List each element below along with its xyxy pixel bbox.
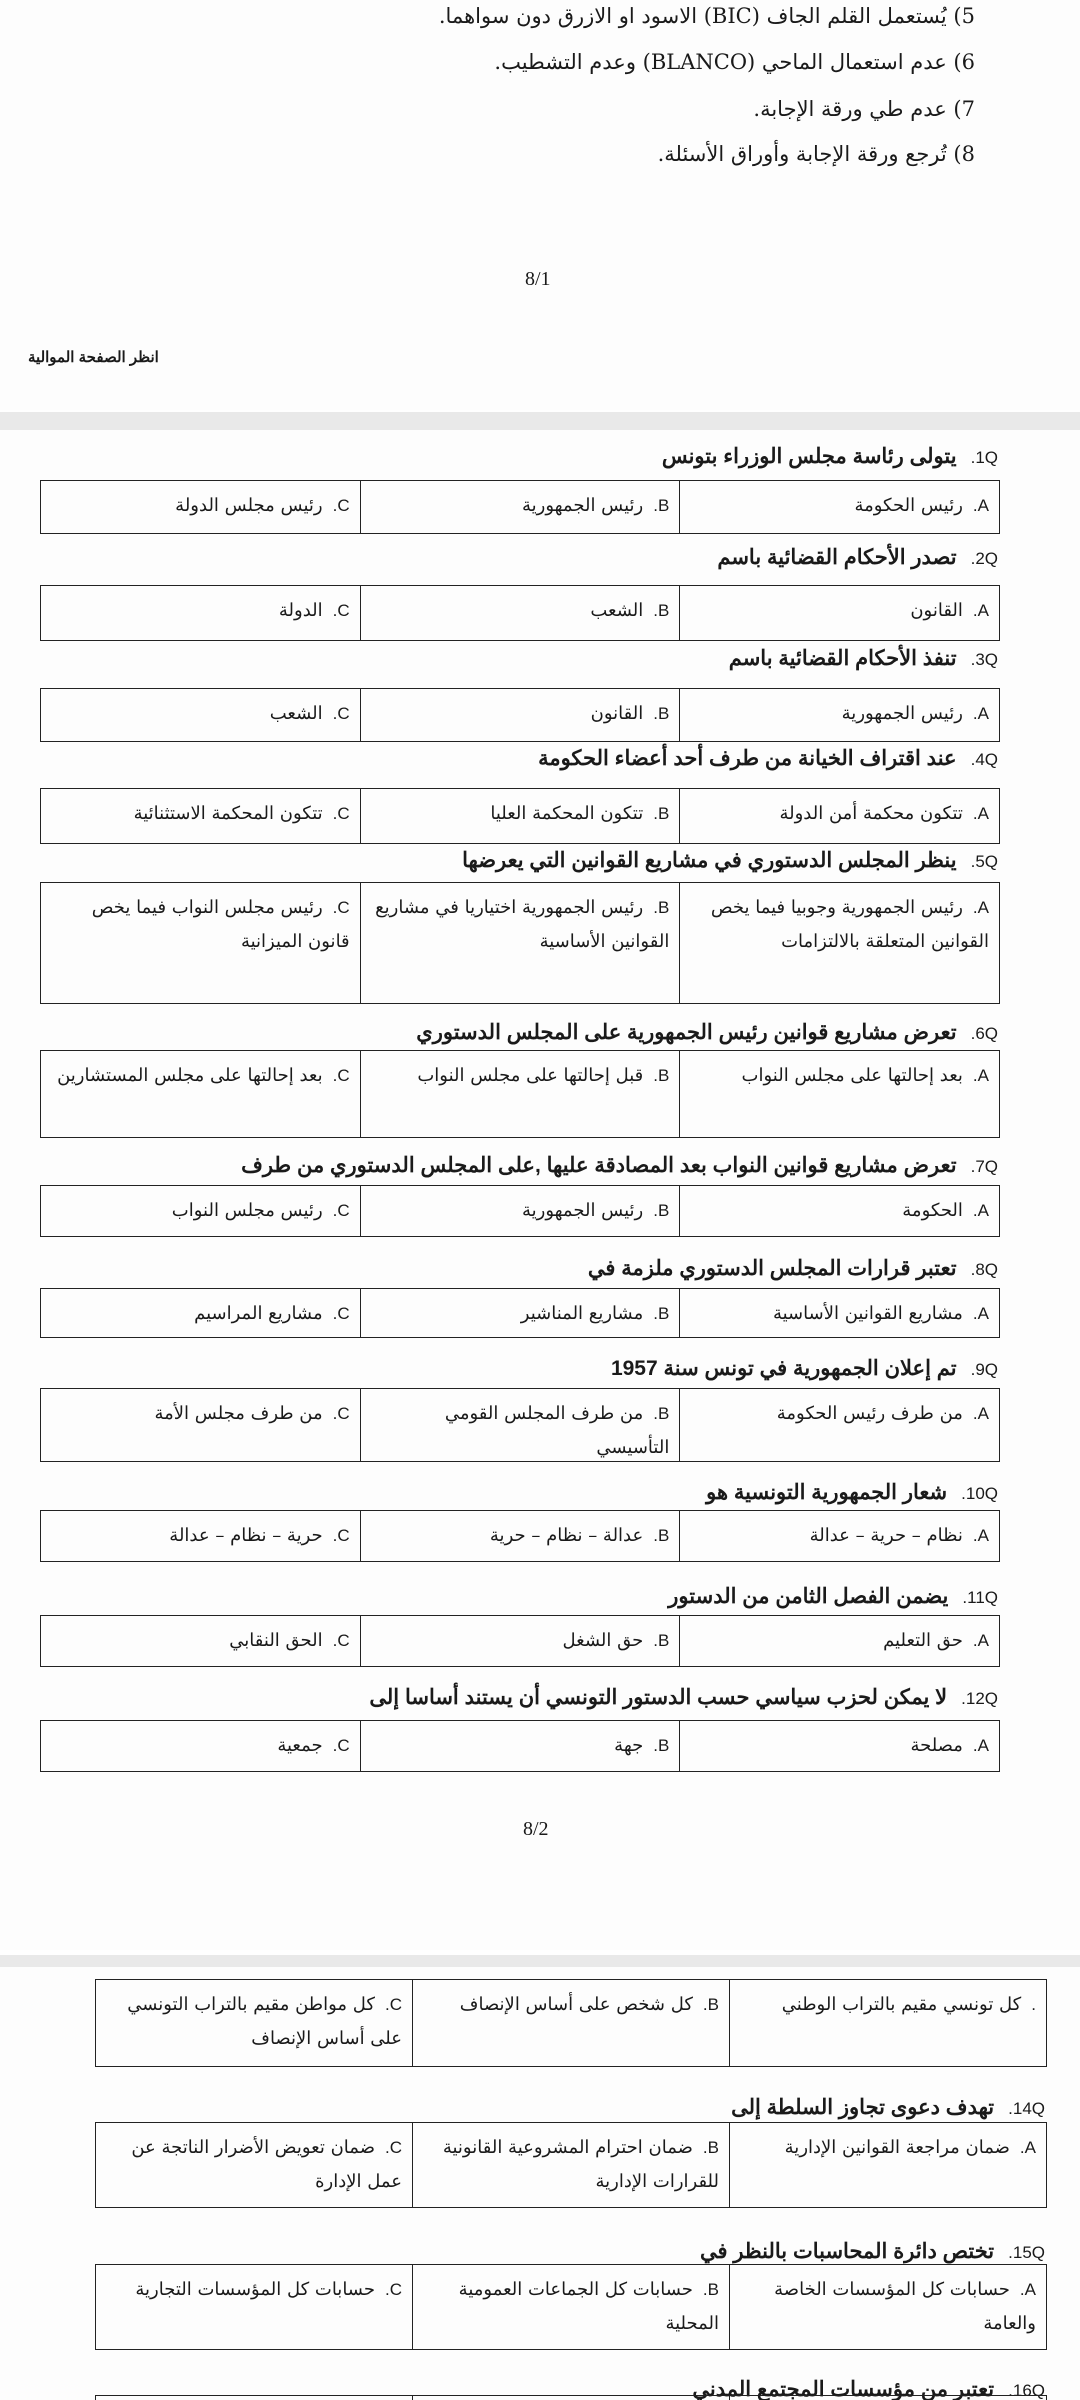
answer-options — [40, 688, 1000, 742]
question-text: ينظر المجلس الدستوري في مشاريع القوانين التي يعرضها — [462, 849, 957, 872]
option-label: B. — [653, 601, 670, 620]
option-text: تتكون المحكمة الاستثنائية — [133, 803, 323, 824]
page-separator — [0, 412, 1080, 430]
option-text: مصلحة — [910, 1735, 963, 1756]
answer-option-a[interactable] — [729, 1980, 1046, 2066]
option-label: A. — [972, 1201, 989, 1220]
option-label: A. — [972, 898, 989, 917]
option-text: القانون — [910, 600, 963, 621]
option-label: B. — [653, 1526, 670, 1545]
question-number: 2Q. — [970, 549, 998, 568]
question-number: 14Q. — [1008, 2099, 1045, 2118]
option-text: كل تونسي مقيم بالتراب الوطني — [781, 1994, 1022, 2015]
option-text: عدالة – نظام – حرية — [489, 1525, 644, 1546]
answer-option-b[interactable] — [360, 1721, 680, 1771]
option-text: الشعب — [590, 600, 644, 621]
option-text: مشاريع القوانين الأساسية — [772, 1303, 963, 1324]
option-label: C. — [332, 1304, 350, 1323]
question-number: 6Q. — [970, 1024, 998, 1043]
option-text: رئيس الجمهورية — [521, 1200, 644, 1221]
answer-options — [95, 2395, 1047, 2400]
answer-option-b[interactable] — [360, 1051, 680, 1137]
option-text: جهة — [614, 1735, 644, 1756]
option-label: B. — [702, 1995, 719, 2014]
option-label: C. — [332, 1066, 350, 1085]
question-text: لا يمكن لحزب سياسي حسب الدستور التونسي أن يستند أساسا إلى — [369, 1686, 948, 1709]
answer-option-c[interactable] — [41, 481, 360, 533]
option-label: C. — [332, 1201, 350, 1220]
answer-option-a[interactable] — [679, 1051, 999, 1137]
answer-option-a[interactable] — [729, 2123, 1046, 2207]
question-heading — [369, 1685, 998, 1710]
option-label: A. — [972, 1736, 989, 1755]
page-3 — [0, 1967, 1080, 2400]
option-label: B. — [653, 1631, 670, 1650]
answer-options — [40, 882, 1000, 1004]
question-number: 8Q. — [970, 1260, 998, 1279]
answer-option-b[interactable] — [360, 883, 680, 1003]
answer-option-a[interactable] — [679, 481, 999, 533]
answer-option-c[interactable] — [41, 1616, 360, 1666]
option-text: رئيس الجمهورية — [521, 495, 644, 516]
page-1 — [0, 0, 1080, 410]
option-text: رئيس الجمهورية اختياريا في مشاريع القوانين الأساسية — [375, 897, 670, 952]
answer-options — [40, 1510, 1000, 1562]
option-label: C. — [332, 496, 350, 515]
question-heading — [729, 646, 998, 671]
answer-option-c[interactable] — [41, 789, 360, 843]
answer-options — [40, 1185, 1000, 1237]
option-text: الحكومة — [902, 1200, 963, 1221]
answer-option-b[interactable] — [360, 481, 680, 533]
question-text: تختص دائرة المحاسبات بالنظر في — [699, 2240, 995, 2263]
option-text: حرية – نظام – عدالة — [169, 1525, 323, 1546]
option-text: رئيس مجلس النواب فيما يخص قانون الميزانية — [91, 897, 350, 952]
option-text: الحق النقابي — [229, 1630, 323, 1651]
option-text: مشاريع المناشير — [520, 1303, 644, 1324]
question-heading — [416, 1020, 998, 1045]
option-label: . — [1031, 1995, 1036, 2014]
answer-option-a[interactable] — [679, 883, 999, 1003]
option-text: حق التعليم — [883, 1630, 963, 1651]
option-label: A. — [972, 1631, 989, 1650]
option-text: قبل إحالتها على مجلس النواب — [417, 1065, 644, 1086]
question-heading — [462, 848, 998, 873]
question-text: تعتبر قرارات المجلس الدستوري ملزمة في — [587, 1257, 957, 1280]
question-number: 4Q. — [970, 750, 998, 769]
answer-option-b[interactable] — [360, 1186, 680, 1236]
question-heading — [611, 1356, 998, 1381]
option-label: A. — [1019, 2138, 1036, 2157]
question-text: يتولى رئاسة مجلس الوزراء بتونس — [661, 445, 957, 468]
answer-option-c[interactable] — [41, 883, 360, 1003]
option-text: حسابات كل المؤسسات الخاصة والعامة — [774, 2279, 1036, 2334]
question-number: 11Q. — [962, 1588, 998, 1607]
option-text: ضمان تعويض الأضرار الناتجة عن عمل الإدارة — [131, 2137, 402, 2192]
option-label: C. — [384, 1995, 402, 2014]
page-2 — [0, 430, 1080, 1950]
option-label: C. — [332, 1404, 350, 1423]
rule-8: 8) تُرجع ورقة الإجابة وأوراق الأسئلة. — [657, 142, 975, 166]
answer-options — [95, 2264, 1047, 2350]
option-label: B. — [653, 804, 670, 823]
question-heading — [706, 1480, 998, 1505]
option-text: من طرف مجلس الأمة — [154, 1403, 323, 1424]
option-label: A. — [972, 1304, 989, 1323]
question-heading — [662, 444, 998, 469]
option-text: بعد إحالتها على مجلس المستشارين — [57, 1065, 323, 1086]
answer-option-a[interactable] — [679, 1389, 999, 1461]
question-text: تم إعلان الجمهورية في تونس سنة 1957 — [610, 1357, 957, 1380]
option-label: A. — [972, 1066, 989, 1085]
question-heading — [538, 746, 998, 771]
option-label: B. — [653, 496, 670, 515]
question-text: تعرض مشاريع قوانين النواب بعد المصادقة عليها ,على المجلس الدستوري من طرف — [241, 1154, 957, 1177]
answer-option-c[interactable] — [41, 1511, 360, 1561]
answer-options — [40, 585, 1000, 641]
option-label: B. — [653, 1066, 670, 1085]
question-number: 3Q. — [970, 650, 998, 669]
option-text: من طرف رئيس الحكومة — [776, 1403, 963, 1424]
option-text: القانون — [590, 703, 644, 724]
question-text: تهدف دعوى تجاوز السلطة إلى — [731, 2096, 995, 2119]
option-text: رئيس الجمهورية وجوبيا فيما يخص القوانين المتعلقة بالالتزامات — [710, 897, 989, 952]
option-label: A. — [972, 496, 989, 515]
answer-option-b[interactable] — [360, 1389, 680, 1461]
option-text: بعد إحالتها على مجلس النواب — [741, 1065, 963, 1086]
answer-option-c[interactable] — [41, 1186, 360, 1236]
question-number: 12Q. — [961, 1689, 998, 1708]
answer-option-b[interactable] — [412, 2265, 729, 2349]
option-text: كل مواطن مقيم بالتراب التونسي على أساس الإنصاف — [127, 1994, 402, 2049]
answer-option-b[interactable] — [412, 2396, 729, 2400]
answer-options — [40, 1720, 1000, 1772]
option-label: C. — [332, 1526, 350, 1545]
page-number: 8/2 — [523, 1818, 549, 1840]
answer-option-b[interactable] — [360, 1289, 680, 1337]
rule-5: 5) يُستعمل القلم الجاف (BIC) الاسود او الازرق دون سواهما. — [438, 4, 975, 28]
option-text: تتكون المحكمة العليا — [490, 803, 644, 824]
option-text: نظام – حرية – عدالة — [809, 1525, 963, 1546]
option-label: C. — [332, 704, 350, 723]
question-heading — [241, 1153, 998, 1178]
answer-option-c[interactable] — [41, 689, 360, 741]
option-label: A. — [972, 704, 989, 723]
question-text: عند اقتراف الخيانة من طرف أحد أعضاء الحكومة — [538, 747, 957, 770]
option-text: كل شخص على أساس الإنصاف — [459, 1994, 693, 2015]
answer-option-a[interactable] — [679, 689, 999, 741]
option-text: جمعية — [277, 1735, 323, 1756]
question-heading — [588, 1256, 998, 1281]
option-text: رئيس مجلس الدولة — [175, 495, 323, 516]
question-text: تعتبر من مؤسسات المجتمع المدني — [692, 2378, 995, 2400]
option-label: B. — [653, 1304, 670, 1323]
question-text: تصدر الأحكام القضائية باسم — [717, 546, 957, 569]
answer-option-a[interactable] — [729, 2265, 1046, 2349]
answer-option-b[interactable] — [360, 789, 680, 843]
answer-options — [95, 2122, 1047, 2208]
question-number: 9Q. — [970, 1360, 998, 1379]
answer-options — [40, 788, 1000, 844]
answer-options — [40, 1388, 1000, 1462]
option-label: C. — [332, 898, 350, 917]
answer-option-c[interactable] — [41, 1051, 360, 1137]
answer-option-c[interactable] — [96, 2265, 412, 2349]
option-text: تتكون محكمة أمن الدولة — [779, 803, 963, 824]
question-number: 1Q. — [970, 448, 998, 467]
answer-option-c[interactable] — [96, 2123, 412, 2207]
option-label: B. — [653, 1404, 670, 1423]
question-number: 10Q. — [961, 1484, 998, 1503]
question-text: شعار الجمهورية التونسية هو — [706, 1481, 948, 1504]
answer-option-a[interactable] — [679, 789, 999, 843]
answer-option-c[interactable] — [96, 2396, 412, 2400]
answer-option-a[interactable] — [679, 1721, 999, 1771]
option-text: حق الشغل — [562, 1630, 644, 1651]
question-number: 5Q. — [970, 852, 998, 871]
question-text: تعرض مشاريع قوانين رئيس الجمهورية على المجلس الدستوري — [416, 1021, 957, 1044]
answer-option-c[interactable] — [41, 1721, 360, 1771]
question-text: يضمن الفصل الثامن من الدستور — [668, 1585, 949, 1608]
option-text: حسابات كل الجماعات العمومية المحلية — [458, 2279, 719, 2334]
page-number: 8/1 — [525, 268, 551, 290]
answer-option-b[interactable] — [360, 586, 680, 640]
answer-option-c[interactable] — [41, 1289, 360, 1337]
question-heading — [717, 545, 998, 570]
option-text: رئيس الجمهورية — [841, 703, 963, 724]
option-label: C. — [332, 804, 350, 823]
question-number: 16Q. — [1008, 2381, 1045, 2400]
answer-option-b[interactable] — [360, 1511, 680, 1561]
option-text: رئيس الحكومة — [854, 495, 963, 516]
answer-option-c[interactable] — [41, 1389, 360, 1461]
page-separator — [0, 1955, 1080, 1967]
answer-options — [40, 1288, 1000, 1338]
option-text: الشعب — [269, 703, 323, 724]
option-text: رئيس مجلس النواب — [171, 1200, 323, 1221]
answer-options — [95, 1979, 1047, 2067]
option-text: ضمان مراجعة القوانين الإدارية — [784, 2137, 1010, 2158]
question-heading — [700, 2239, 1045, 2264]
option-label: A. — [972, 804, 989, 823]
rule-7: 7) عدم طي ورقة الإجابة. — [753, 97, 975, 121]
answer-option-b[interactable] — [360, 1616, 680, 1666]
answer-options — [40, 480, 1000, 534]
option-text: مشاريع المراسيم — [194, 1303, 323, 1324]
answer-option-b[interactable] — [360, 689, 680, 741]
option-label: B. — [653, 898, 670, 917]
answer-option-a[interactable] — [679, 1289, 999, 1337]
option-label: B. — [702, 2280, 719, 2299]
answer-option-a[interactable] — [729, 2396, 1046, 2400]
option-label: B. — [702, 2138, 719, 2157]
rule-6: 6) عدم استعمال الماحي (BLANCO) وعدم التشطيب. — [494, 50, 975, 74]
answer-options — [40, 1615, 1000, 1667]
answer-options — [40, 1050, 1000, 1138]
option-label: B. — [653, 1736, 670, 1755]
answer-option-b[interactable] — [412, 1980, 729, 2066]
option-label: A. — [972, 601, 989, 620]
option-label: C. — [332, 1736, 350, 1755]
answer-option-c[interactable] — [96, 1980, 412, 2066]
option-label: C. — [332, 601, 350, 620]
option-text: من طرف المجلس القومي التأسيسي — [444, 1403, 670, 1458]
option-label: C. — [384, 2138, 402, 2157]
next-page-note: انظر الصفحة الموالية — [28, 349, 159, 366]
question-number: 7Q. — [970, 1157, 998, 1176]
option-label: A. — [972, 1404, 989, 1423]
answer-option-a[interactable] — [679, 1186, 999, 1236]
question-text: تنفذ الأحكام القضائية باسم — [728, 647, 957, 670]
option-text: حسابات كل المؤسسات التجارية — [135, 2279, 375, 2300]
option-label: C. — [384, 2280, 402, 2299]
question-heading — [731, 2095, 1045, 2120]
answer-option-b[interactable] — [412, 2123, 729, 2207]
question-heading — [668, 1584, 998, 1609]
answer-option-a[interactable] — [679, 1511, 999, 1561]
option-label: B. — [653, 704, 670, 723]
answer-option-a[interactable] — [679, 1616, 999, 1666]
answer-option-c[interactable] — [41, 586, 360, 640]
option-text: ضمان احترام المشروعية القانونية للقرارات الإدارية — [442, 2137, 719, 2192]
option-label: A. — [1019, 2280, 1036, 2299]
option-text: الدولة — [278, 600, 323, 621]
option-label: A. — [972, 1526, 989, 1545]
option-label: C. — [332, 1631, 350, 1650]
question-number: 15Q. — [1008, 2243, 1045, 2262]
answer-option-a[interactable] — [679, 586, 999, 640]
option-label: B. — [653, 1201, 670, 1220]
